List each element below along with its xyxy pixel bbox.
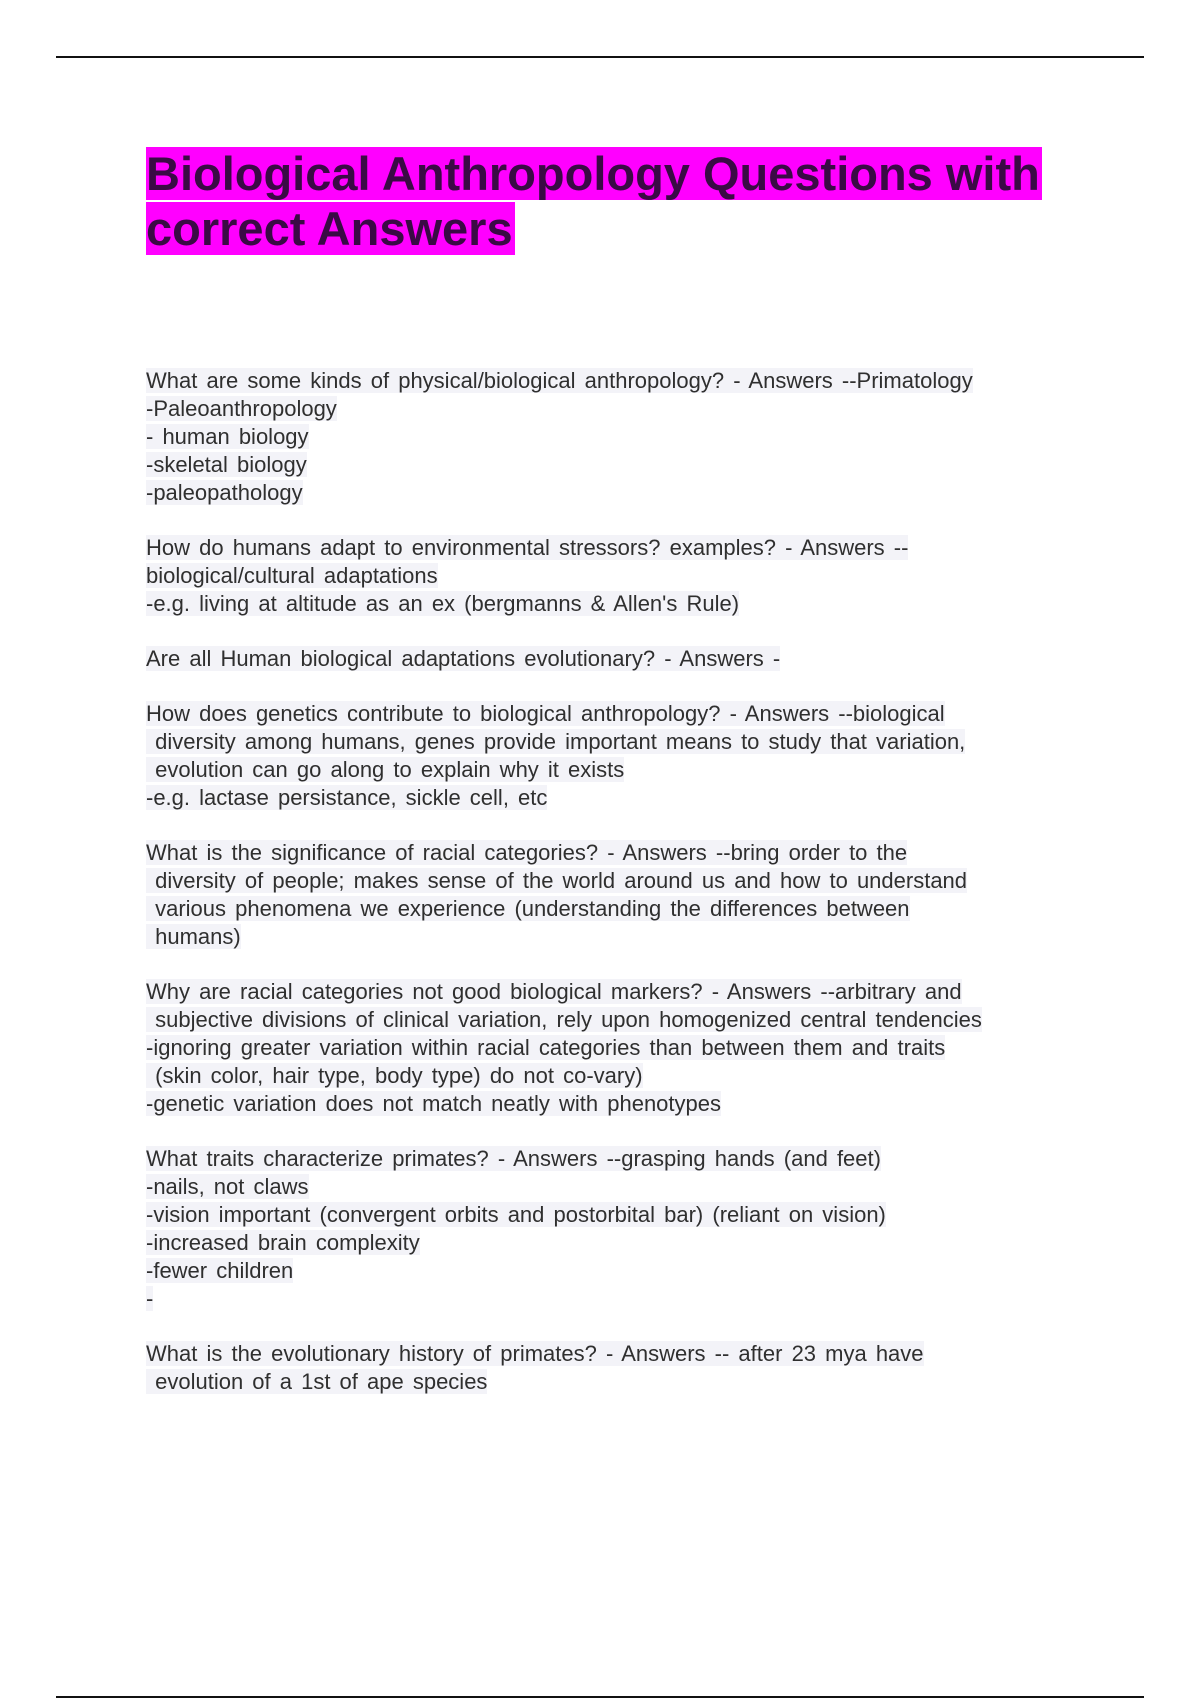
- qa-list: [146, 367, 1076, 1423]
- qa-item: [146, 978, 1076, 1118]
- document-title-block: [146, 146, 1086, 256]
- title-line-1: Biological Anthropology Questions with: [146, 147, 1040, 200]
- bottom-rule: [56, 1696, 1144, 1698]
- qa-line: What traits characterize primates? - Answers --grasping hands (and feet): [146, 1146, 881, 1171]
- qa-line: diversity among humans, genes provide important means to study that variation,: [146, 729, 966, 754]
- qa-item: [146, 367, 1076, 507]
- qa-line: -Paleoanthropology: [146, 396, 337, 421]
- document-title: [146, 146, 1086, 256]
- qa-line: -vision important (convergent orbits and postorbital bar) (reliant on vision): [146, 1202, 886, 1227]
- qa-line: What are some kinds of physical/biological anthropology? - Answers --Primatology: [146, 368, 973, 393]
- top-rule: [56, 56, 1144, 58]
- qa-item: [146, 645, 1076, 673]
- qa-item: [146, 1340, 1076, 1396]
- qa-line: What is the significance of racial categories? - Answers --bring order to the: [146, 840, 908, 865]
- qa-line: -ignoring greater variation within racial categories than between them and traits: [146, 1035, 946, 1060]
- qa-line: subjective divisions of clinical variation, rely upon homogenized central tendencies: [146, 1007, 982, 1032]
- qa-line: -fewer children: [146, 1258, 294, 1283]
- qa-line: -increased brain complexity: [146, 1230, 420, 1255]
- qa-line: How does genetics contribute to biological anthropology? - Answers --biological: [146, 701, 945, 726]
- qa-line: - human biology: [146, 424, 309, 449]
- qa-line: -e.g. living at altitude as an ex (bergmanns & Allen's Rule): [146, 591, 740, 616]
- qa-line: -paleopathology: [146, 480, 303, 505]
- qa-line: -e.g. lactase persistance, sickle cell, etc: [146, 785, 548, 810]
- qa-line: Are all Human biological adaptations evolutionary? - Answers -: [146, 646, 781, 671]
- qa-line: What is the evolutionary history of primates? - Answers -- after 23 mya have: [146, 1341, 924, 1366]
- qa-line: -: [146, 1286, 154, 1311]
- qa-line: -skeletal biology: [146, 452, 307, 477]
- qa-line: diversity of people; makes sense of the world around us and how to understand: [146, 868, 968, 893]
- qa-line: biological/cultural adaptations: [146, 563, 438, 588]
- qa-line: humans): [146, 924, 241, 949]
- qa-item: [146, 534, 1076, 618]
- qa-line: evolution of a 1st of ape species: [146, 1369, 488, 1394]
- qa-line: -genetic variation does not match neatly with phenotypes: [146, 1091, 721, 1116]
- qa-item: [146, 1145, 1076, 1313]
- qa-item: [146, 700, 1076, 812]
- qa-line: evolution can go along to explain why it exists: [146, 757, 625, 782]
- qa-line: Why are racial categories not good biological markers? - Answers --arbitrary and: [146, 979, 962, 1004]
- title-line-2: correct Answers: [146, 202, 513, 255]
- qa-item: [146, 839, 1076, 951]
- qa-line: -nails, not claws: [146, 1174, 309, 1199]
- qa-line: (skin color, hair type, body type) do not co-vary): [146, 1063, 643, 1088]
- qa-line: How do humans adapt to environmental stressors? examples? - Answers --: [146, 535, 909, 560]
- qa-line: various phenomena we experience (understanding the differences between: [146, 896, 910, 921]
